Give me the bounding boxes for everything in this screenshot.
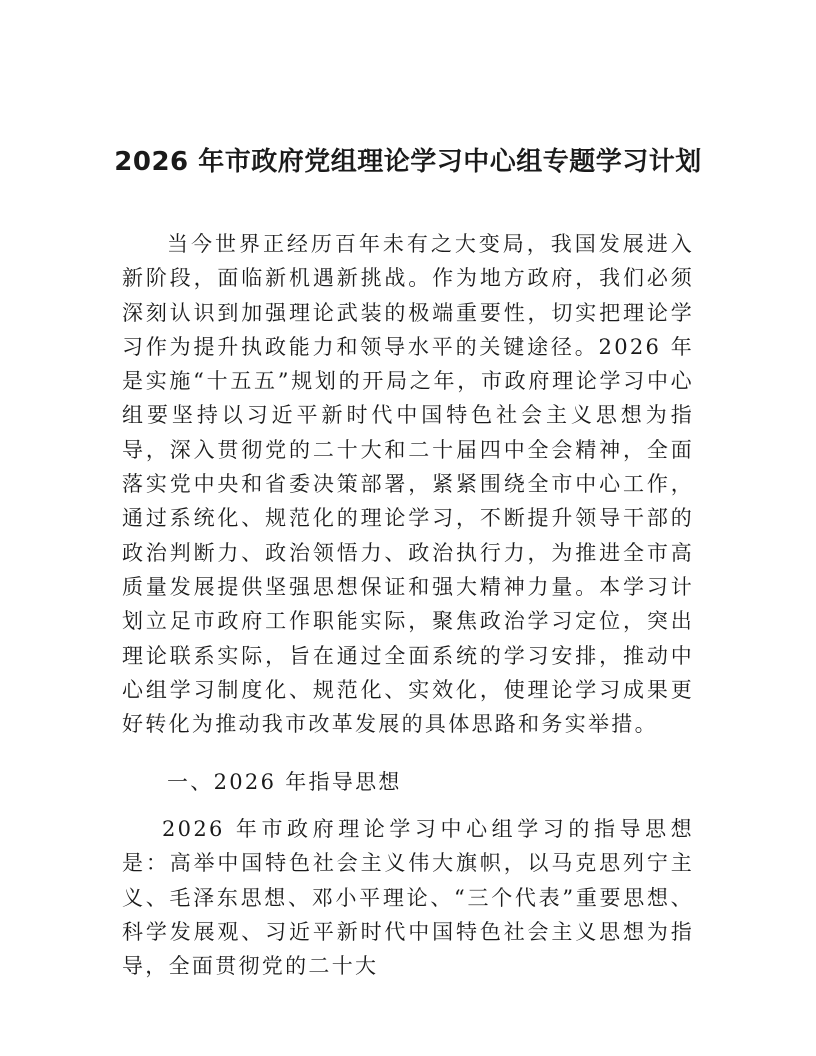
intro-paragraph: 当今世界正经历百年未有之大变局，我国发展进入新阶段，面临新机遇新挑战。作为地方政府，我们必须深刻认识到加强理论武装的极端重要性，切实把理论学习作为提升执政能力和领导水平的关键途径。2026 年是实施“十五五”规划的开局之年，市政府理论学习中心组要坚持以习近平新时代中国特色社会主义思想为指导，深入贯彻党的二十大和二十届四中全会精神，全面落实党中央和省委决策部署，紧紧围绕全市中心工作，通过系统化、规范化的理论学习，不断提升领导干部的政治判断力、政治领悟力、政治执行力，为推进全市高质量发展提供坚强思想保证和强大精神力量。本学习计划立足市政府工作职能实际，聚焦政治学习定位，突出理论联系实际，旨在通过全面系统的学习安排，推动中心组学习制度化、规范化、实效化，使理论学习成果更好转化为推动我市改革发展的具体思路和务实举措。 <box>122 232 694 737</box>
section-heading-guiding-ideology: 一、2026 年指导思想 <box>167 770 402 794</box>
guiding-ideology-paragraph: 2026 年市政府理论学习中心组学习的指导思想是：高举中国特色社会主义伟大旗帜，以马克思列宁主义、毛泽东思想、邓小平理论、“三个代表”重要思想、科学发展观、习近平新时代中国特色社会主义思想为指导，全面贯彻党的二十大 <box>122 817 694 979</box>
document-title: 2026 年市政府党组理论学习中心组专题学习计划 <box>114 147 702 177</box>
